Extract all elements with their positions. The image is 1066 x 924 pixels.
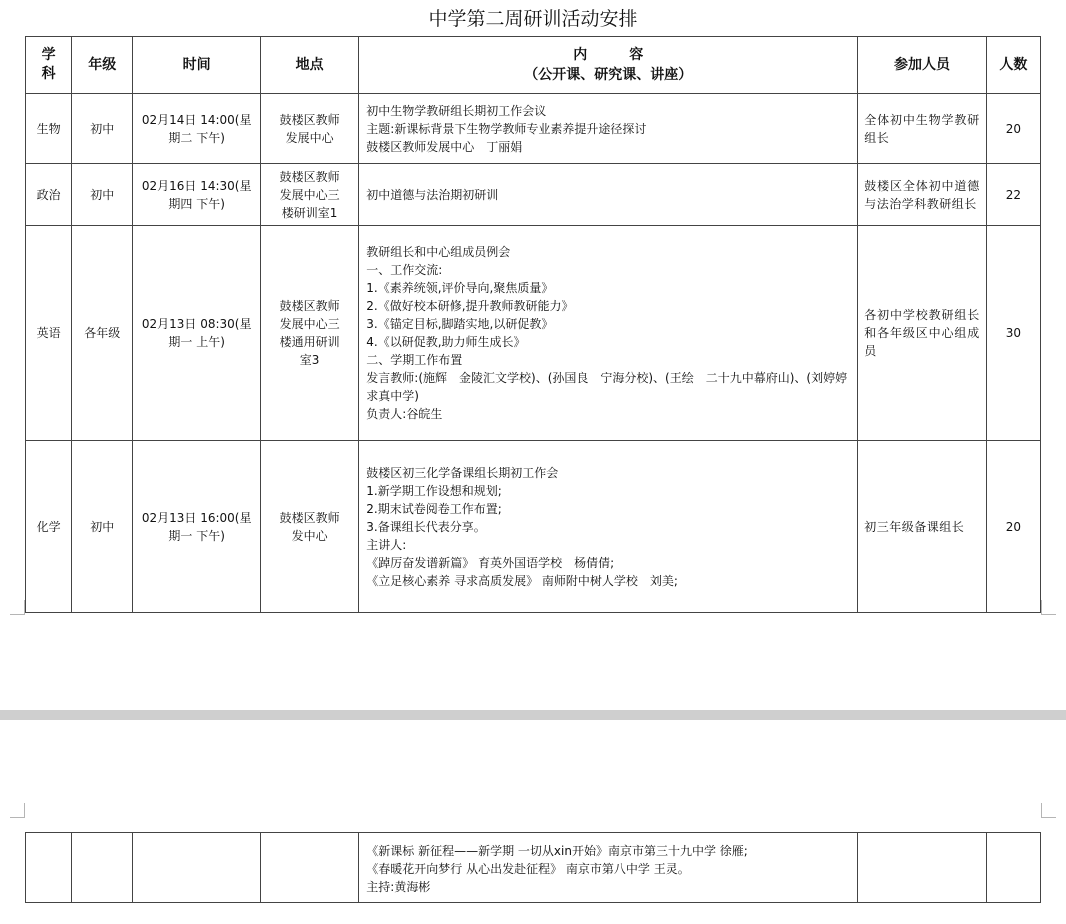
- cell-count: 22: [986, 164, 1040, 226]
- content-line: 3.备课组长代表分享。: [366, 519, 486, 534]
- cell-subject: 英语: [26, 226, 72, 441]
- content-line: 1.《素养统领,评价导向,聚焦质量》: [366, 281, 554, 295]
- content-line: 一、工作交流:: [366, 263, 443, 277]
- location-line: 鼓楼区教师: [279, 510, 340, 525]
- cell-content: [359, 226, 858, 441]
- content-line: 2.期末试卷阅卷工作布置;: [366, 501, 502, 516]
- table-row: [26, 94, 1041, 164]
- cell-participants: 鼓楼区全体初中道德与法治学科教研组长: [858, 164, 987, 226]
- page-corner-mark: [10, 803, 25, 818]
- cell-time: [133, 94, 261, 164]
- cell-content: [359, 94, 858, 164]
- content-line: 《踔厉奋发谱新篇》 育英外国语学校 杨倩倩;: [366, 555, 615, 570]
- cell-time: [133, 226, 261, 441]
- header-count: 人数: [986, 37, 1040, 94]
- time-line: 期二 下午): [168, 130, 225, 145]
- cell-content: [359, 164, 858, 226]
- cell-grade: 各年级: [72, 226, 133, 441]
- content-line: 《春暖花开向梦行 从心出发赴征程》 南京市第八中学 王灵。: [366, 862, 690, 876]
- header-time: 时间: [133, 37, 261, 94]
- page-break-gap: [0, 710, 1066, 720]
- table-row: [26, 226, 1041, 441]
- content-line: 2.《做好校本研修,提升教师教研能力》: [366, 299, 574, 313]
- cell-count: [986, 833, 1040, 903]
- header-subject: 学 科: [26, 37, 72, 94]
- cell-participants: [858, 833, 987, 903]
- cell-participants: 全体初中生物学教研组长: [858, 94, 987, 164]
- content-line: 3.《锚定目标,脚踏实地,以研促教》: [366, 317, 554, 331]
- content-line: 二、学期工作布置: [366, 353, 463, 367]
- content-line: 主讲人:: [366, 537, 407, 552]
- cell-time: [133, 833, 261, 903]
- cell-count: 30: [986, 226, 1040, 441]
- cell-location: [260, 833, 358, 903]
- content-line: 初中生物学教研组长期初工作会议: [366, 103, 547, 118]
- cell-count: 20: [986, 94, 1040, 164]
- header-participants: 参加人员: [858, 37, 987, 94]
- location-line: 楼研训室1: [281, 205, 338, 220]
- content-line: 初中道德与法治期初研训: [366, 187, 499, 202]
- cell-participants: 初三年级备课组长: [858, 441, 987, 613]
- continuation-row: [26, 833, 1041, 903]
- cell-count: 20: [986, 441, 1040, 613]
- content-line: 《新课标 新征程——新学期 一切从xin开始》南京市第三十九中学 徐雁;: [366, 844, 748, 858]
- schedule-table: [25, 36, 1041, 613]
- cell-subject: 政治: [26, 164, 72, 226]
- location-line: 鼓楼区教师: [279, 112, 340, 127]
- location-line: 发中心: [291, 528, 328, 543]
- cell-grade: 初中: [72, 94, 133, 164]
- page-corner-mark: [10, 600, 25, 615]
- cell-subject: 化学: [26, 441, 72, 613]
- header-row: [26, 37, 1041, 94]
- time-line: 02月14日 14:00(星: [141, 112, 252, 127]
- location-line: 发展中心三: [279, 317, 340, 331]
- cell-location: [260, 226, 358, 441]
- cell-grade: 初中: [72, 441, 133, 613]
- time-line: 期一 上午): [168, 335, 225, 349]
- page-corner-mark: [1041, 600, 1056, 615]
- content-line: 负责人:谷皖生: [366, 407, 443, 421]
- content-line: 发言教师:(施辉 金陵汇文学校)、(孙国良 宁海分校)、(王绘 二十九中幕府山)、(刘婷婷 求真中学): [366, 371, 860, 403]
- content-line: 4.《以研促教,助力师生成长》: [366, 335, 526, 349]
- cell-content: [359, 833, 858, 903]
- content-line: 主持:黄海彬: [366, 880, 431, 894]
- page-corner-mark: [1041, 803, 1056, 818]
- cell-location: [260, 441, 358, 613]
- header-grade: 年级: [72, 37, 133, 94]
- cell-location: [260, 164, 358, 226]
- cell-time: [133, 164, 261, 226]
- time-line: 期一 下午): [168, 528, 225, 543]
- time-line: 期四 下午): [168, 196, 225, 211]
- content-line: 教研组长和中心组成员例会: [366, 245, 511, 259]
- content-line: 鼓楼区教师发展中心 丁丽娟: [366, 139, 523, 154]
- table-row: [26, 441, 1041, 613]
- location-line: 室3: [299, 353, 320, 367]
- table-row: [26, 164, 1041, 226]
- location-line: 楼通用研训: [279, 335, 340, 349]
- cell-location: [260, 94, 358, 164]
- cell-grade: [72, 833, 133, 903]
- cell-participants: 各初中学校教研组长和各年级区中心组成员: [858, 226, 987, 441]
- content-line: 鼓楼区初三化学备课组长期初工作会: [366, 465, 559, 480]
- header-content: [359, 37, 858, 94]
- cell-content: [359, 441, 858, 613]
- location-line: 鼓楼区教师: [279, 169, 340, 184]
- location-line: 发展中心: [285, 130, 334, 145]
- location-line: 发展中心三: [279, 187, 340, 202]
- time-line: 02月13日 16:00(星: [141, 510, 252, 525]
- document-title: 中学第二周研训活动安排: [428, 8, 638, 30]
- cell-subject: [26, 833, 72, 903]
- time-line: 02月13日 08:30(星: [141, 317, 252, 331]
- location-line: 鼓楼区教师: [279, 299, 340, 313]
- content-line: 1.新学期工作设想和规划;: [366, 483, 502, 498]
- content-line: 《立足核心素养 寻求高质发展》 南师附中树人学校 刘美;: [366, 573, 678, 588]
- header-content-line2: （公开课、研究课、讲座）: [524, 67, 693, 83]
- header-location: 地点: [260, 37, 358, 94]
- continuation-table: [25, 832, 1041, 903]
- cell-grade: 初中: [72, 164, 133, 226]
- time-line: 02月16日 14:30(星: [141, 178, 252, 193]
- header-content-line1: 内 容: [573, 47, 644, 63]
- cell-subject: 生物: [26, 94, 72, 164]
- content-line: 主题:新课标背景下生物学教师专业素养提升途径探讨: [366, 121, 647, 136]
- cell-time: [133, 441, 261, 613]
